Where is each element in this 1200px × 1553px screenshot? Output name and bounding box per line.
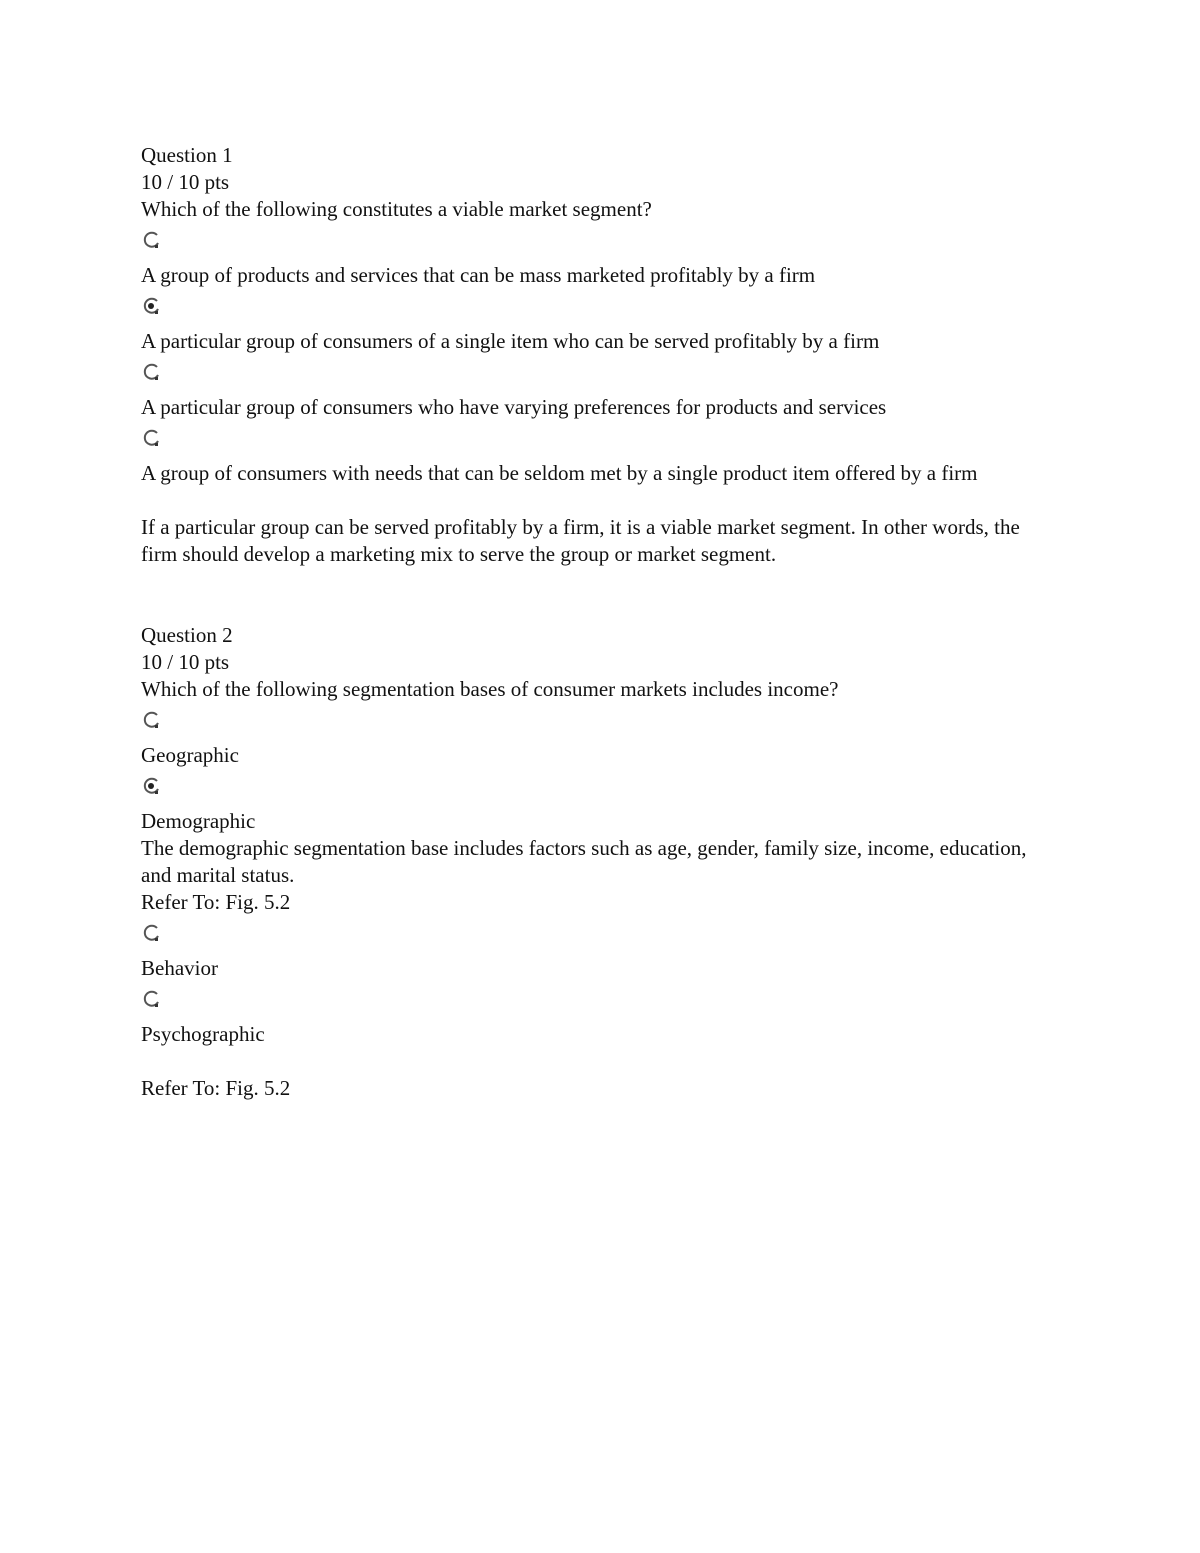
radio-button-option-4[interactable] [141, 982, 1041, 1021]
answer-explanation: If a particular group can be served profitably by a firm, it is a viable market segment. In other words, the firm should develop a marketing mix to serve the group or market segment. [141, 515, 1020, 566]
radio-unselected-icon[interactable] [143, 231, 161, 249]
radio-unselected-icon[interactable] [143, 924, 161, 942]
radio-button-option-3[interactable] [141, 355, 1041, 394]
question-1 [141, 142, 1041, 568]
question-prompt: Which of the following constitutes a viable market segment? [141, 197, 652, 221]
radio-button-option-1[interactable] [141, 223, 1041, 262]
radio-unselected-icon[interactable] [143, 711, 161, 729]
question-title: Question 1 [141, 143, 233, 167]
option-label: A particular group of consumers who have varying preferences for products and services [141, 395, 887, 419]
radio-button-option-2[interactable] [141, 769, 1041, 808]
question-title: Question 2 [141, 623, 233, 647]
radio-unselected-icon[interactable] [143, 363, 161, 381]
radio-selected-icon[interactable] [143, 777, 161, 795]
radio-button-option-2[interactable] [141, 289, 1041, 328]
radio-unselected-icon[interactable] [143, 429, 161, 447]
radio-button-option-4[interactable] [141, 421, 1041, 460]
radio-selected-icon[interactable] [143, 297, 161, 315]
radio-button-option-3[interactable] [141, 916, 1041, 955]
radio-button-option-1[interactable] [141, 703, 1041, 742]
option-label: Geographic [141, 743, 239, 767]
question-points: 10 / 10 pts [141, 170, 230, 194]
question-2 [141, 622, 1041, 1102]
option-label: Psychographic [141, 1022, 265, 1046]
quiz-document [141, 142, 1041, 1102]
radio-unselected-icon[interactable] [143, 990, 161, 1008]
option-label: A group of products and services that can be mass marketed profitably by a firm [141, 263, 816, 287]
question-points: 10 / 10 pts [141, 650, 230, 674]
option-label: Behavior [141, 956, 218, 980]
question-prompt: Which of the following segmentation bases of consumer markets includes income? [141, 677, 839, 701]
option-label: Demographic [141, 809, 256, 833]
option-label: A particular group of consumers of a single item who can be served profitably by a firm [141, 329, 880, 353]
option-reference: Refer To: Fig. 5.2 [141, 890, 291, 914]
option-feedback: The demographic segmentation base includes factors such as age, gender, family size, income, education, and marital status. [141, 836, 1027, 887]
answer-explanation: Refer To: Fig. 5.2 [141, 1076, 291, 1100]
option-label: A group of consumers with needs that can be seldom met by a single product item offered by a firm [141, 461, 978, 485]
